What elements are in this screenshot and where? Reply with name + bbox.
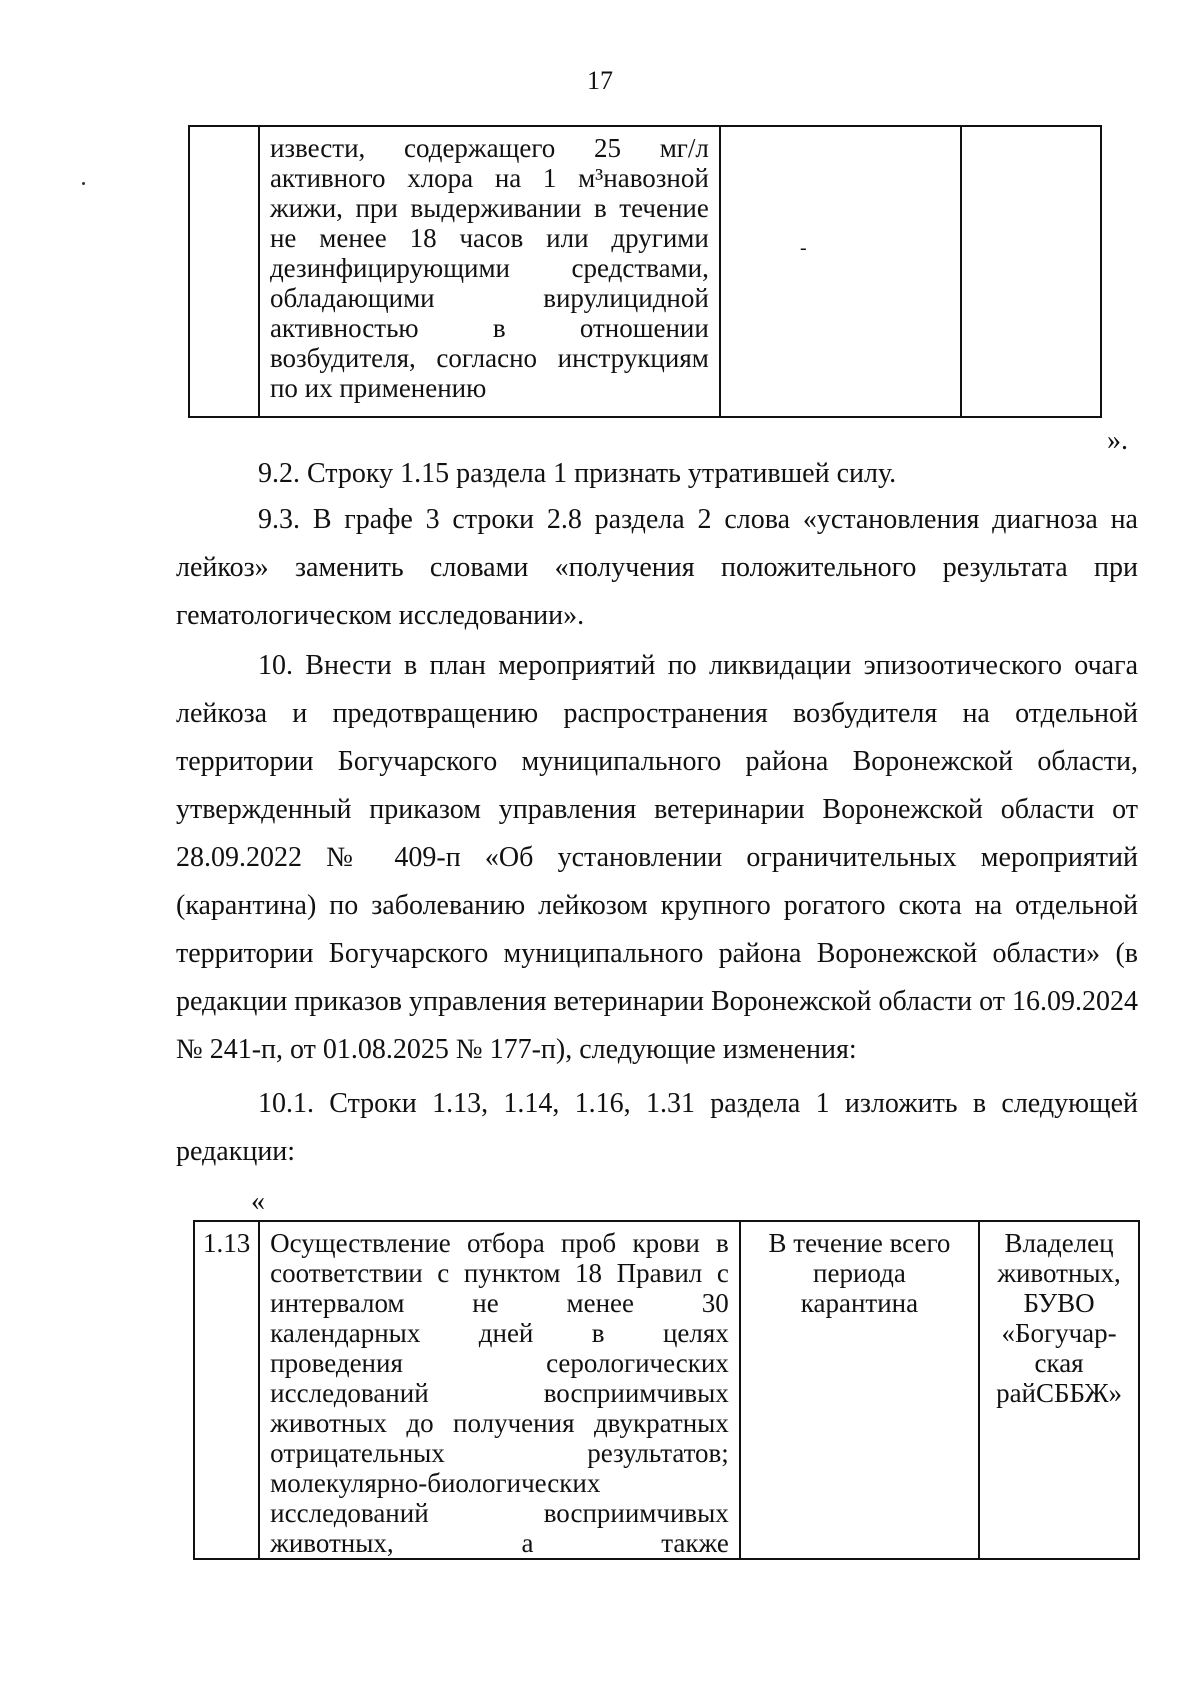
- text-line: соответствии с пунктом 18 Правил с: [270, 1258, 729, 1288]
- responsible-line: животных,: [997, 1258, 1121, 1288]
- text-line: активностью в отношении: [269, 313, 709, 343]
- text-line: не менее 18 часов или другими: [269, 223, 709, 253]
- term-dash: -: [800, 237, 807, 259]
- text-line: Осуществление отбора проб крови в: [270, 1228, 729, 1258]
- paragraph-9-3: [176, 496, 1138, 640]
- text-line: по их применению: [269, 373, 487, 403]
- text-line: дезинфицирующими средствами,: [269, 253, 709, 283]
- paragraph-9-2: [176, 450, 1138, 498]
- text-line: активного хлора на 1 м³навозной: [269, 163, 709, 193]
- text-line: жижи, при выдерживании в течение: [269, 193, 709, 223]
- page-number: 17: [587, 66, 613, 95]
- cell-measure: [259, 126, 720, 417]
- cell-measure: [259, 1221, 740, 1559]
- table-row: [189, 126, 1101, 417]
- term-line: периода: [813, 1258, 906, 1288]
- closing-quote: ».: [1107, 425, 1128, 456]
- opening-quote: «: [251, 1186, 265, 1217]
- row-number: 1.13: [202, 1228, 251, 1258]
- text-line: животных, а также: [270, 1528, 729, 1558]
- cell-term: [720, 126, 961, 417]
- responsible-line: Владелец: [1004, 1228, 1114, 1258]
- text-line: отрицательных результатов;: [270, 1438, 729, 1468]
- text-line: исследований восприимчивых: [270, 1378, 729, 1408]
- table-row: [194, 1221, 1139, 1559]
- cell-number: [189, 126, 259, 417]
- text-line: календарных дней в целях: [270, 1318, 729, 1348]
- text-line: исследований восприимчивых: [270, 1498, 729, 1528]
- text-line: проведения серологических: [270, 1348, 729, 1378]
- paragraph-text: 10. Внести в план мероприятий по ликвидации эпизоотического очага лейкоза и предотвращению распространения возбудителя на отдельной территории Богучарского муниципального района Воронежской области, утвержденный приказом управления ветеринарии Воронежской области от 28.09.2022 № 409-п «Об установлении ограничительных мероприятий (карантина) по заболеванию лейкозом крупного рогатого скота на отдельной территории Богучарского муниципального района Воронежской области» (в редакции приказов управления ветеринарии Воронежской области от 16.09.2024 № 241-п, от 01.08.2025 № 177-п), следующие изменения:: [176, 650, 1138, 1065]
- responsible-line: райСББЖ»: [996, 1378, 1123, 1408]
- text-line: возбудителя, согласно инструкциям: [269, 343, 709, 373]
- stray-dot: [82, 182, 85, 185]
- paragraph-text: 10.1. Строки 1.13, 1.14, 1.16, 1.31 раздела 1 изложить в следующей редакции:: [176, 1088, 1138, 1167]
- text-line: животных до получения двукратных: [270, 1408, 729, 1438]
- cell-responsible: [961, 126, 1101, 417]
- cell-term: [740, 1221, 979, 1559]
- paragraph-10: [176, 642, 1138, 1074]
- responsible-line: БУВО: [1023, 1288, 1095, 1318]
- table-top: [188, 125, 1102, 418]
- responsible-line: ская: [1034, 1348, 1084, 1378]
- cell-responsible: [979, 1221, 1139, 1559]
- term-line: В течение всего: [768, 1228, 951, 1258]
- responsible-line: «Богучар-: [1001, 1318, 1117, 1348]
- paragraph-text: 9.2. Строку 1.15 раздела 1 признать утратившей силу.: [258, 458, 897, 489]
- paragraph-10-1: [176, 1080, 1138, 1176]
- text-line: интервалом не менее 30: [270, 1288, 729, 1318]
- term-line: карантина: [800, 1288, 919, 1318]
- cell-number: [194, 1221, 259, 1559]
- table-bottom: [193, 1220, 1140, 1560]
- text-line: извести, содержащего 25 мг/л: [269, 133, 709, 163]
- text-line: обладающими вирулицидной: [269, 283, 709, 313]
- paragraph-text: 9.3. В графе 3 строки 2.8 раздела 2 слова «установления диагноза на лейкоз» заменить словами «получения положительного результата при гематологическом исследовании».: [176, 504, 1138, 631]
- text-line: молекулярно-биологических: [270, 1468, 601, 1498]
